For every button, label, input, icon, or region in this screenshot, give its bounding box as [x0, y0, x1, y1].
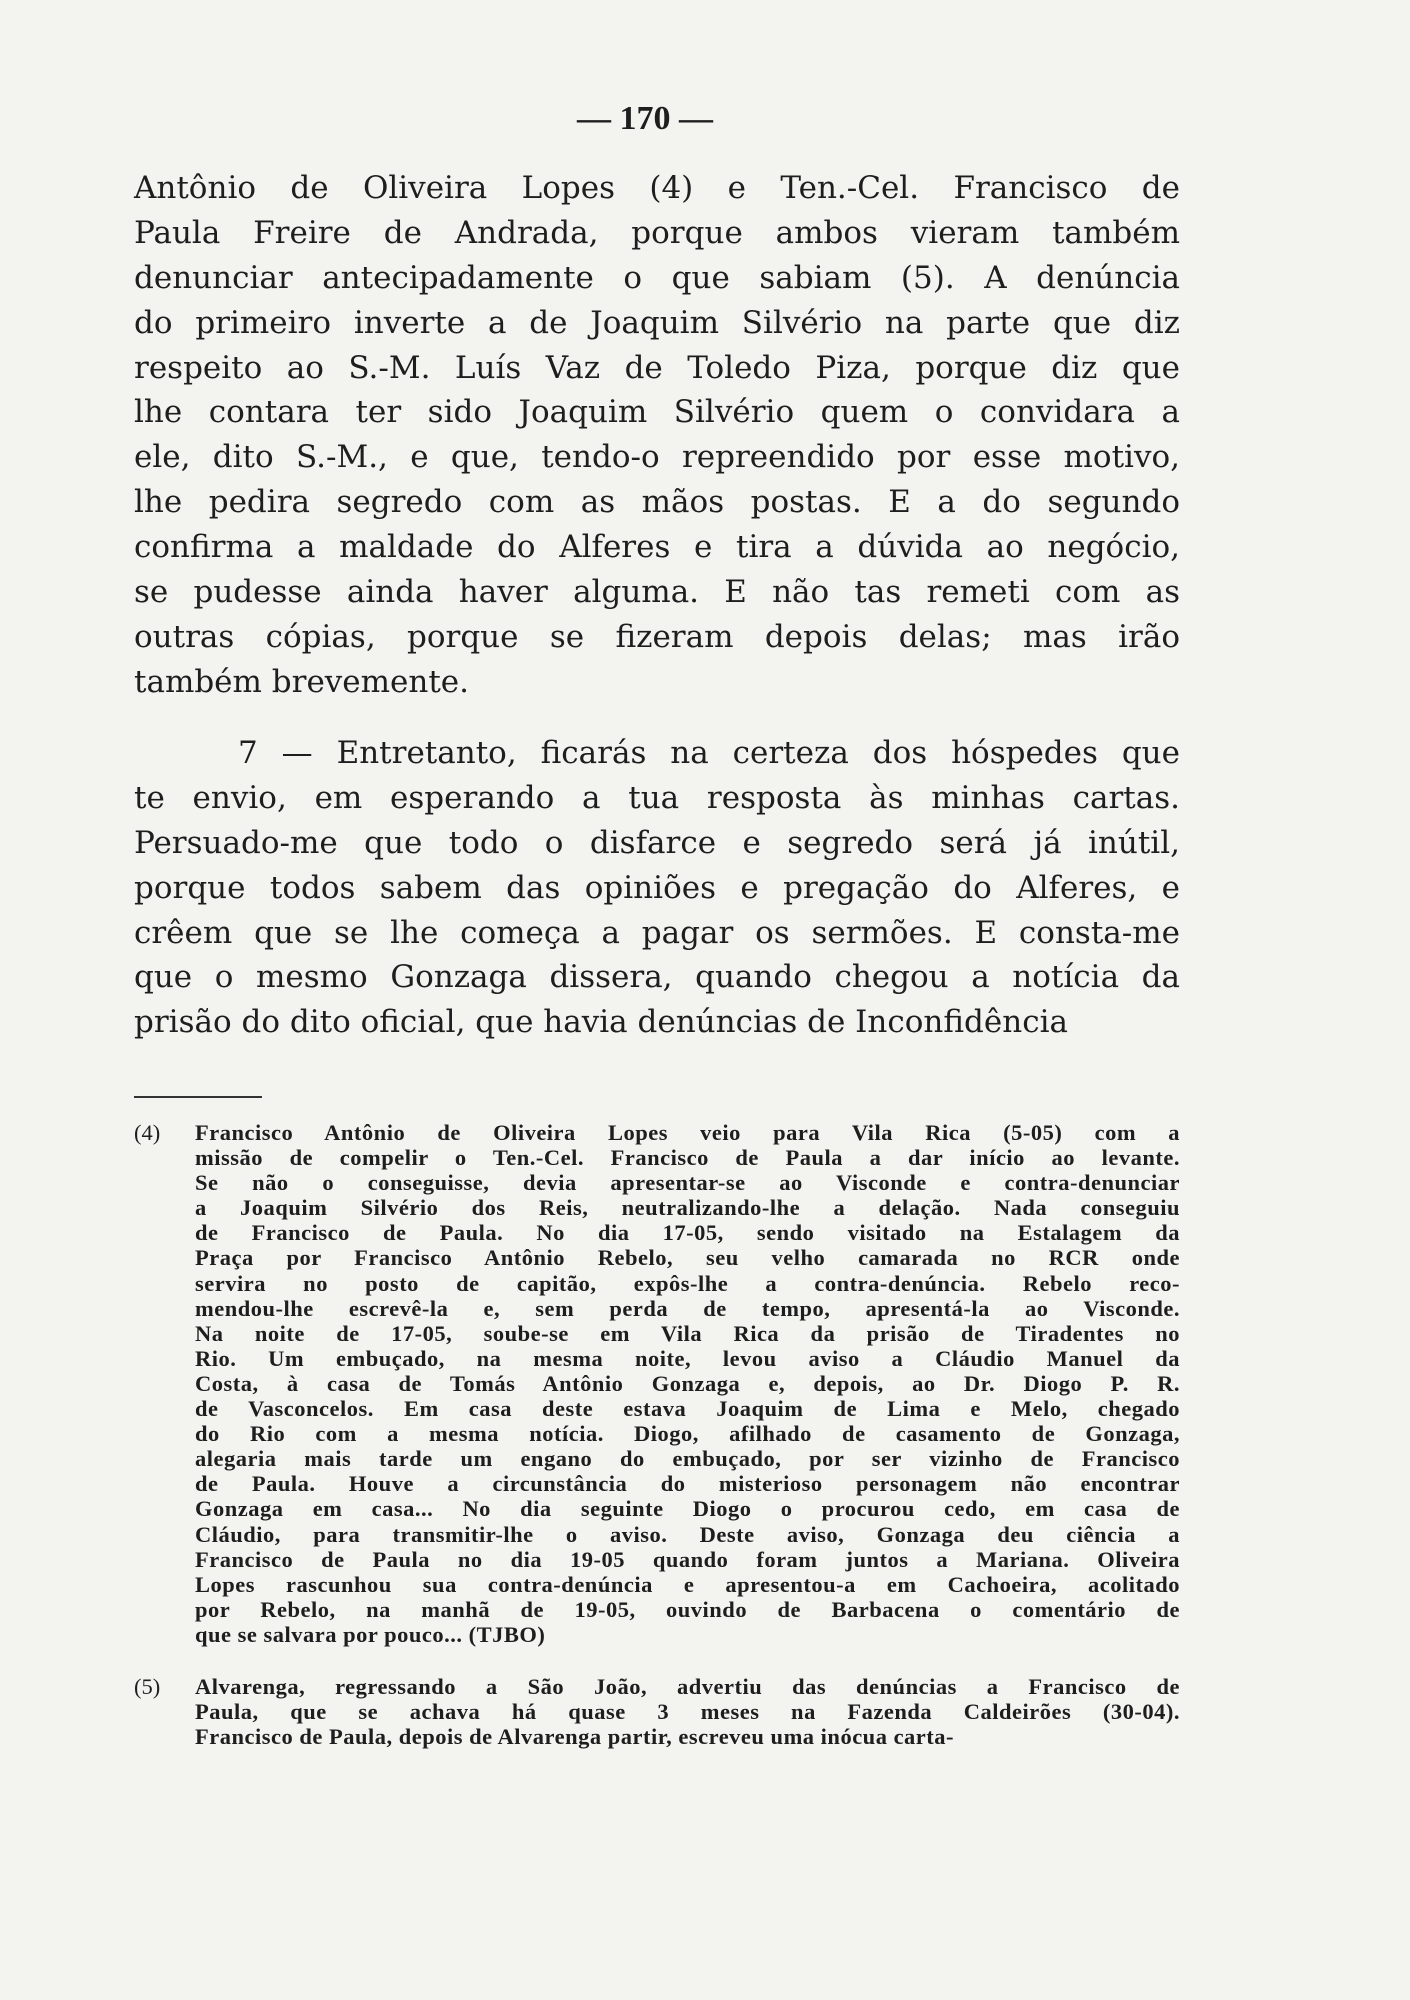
footnote-line: Lopes rascunhou sua contra-denúncia e apresentou-a em Cachoeira, acolitado — [195, 1571, 1180, 1597]
text-line: lhe contara ter sido Joaquim Silvério quem o convidara a — [134, 394, 1180, 431]
text-line: respeito ao S.-M. Luís Vaz de Toledo Piza, porque diz que — [134, 349, 1180, 386]
text-line: 7 — Entretanto, ficarás na certeza dos hóspedes que — [238, 735, 1180, 771]
text-line: crêem que se lhe começa a pagar os sermões. E consta-me — [134, 914, 1180, 951]
footnote-line: de Paula. Houve a circunstância do misterioso personagem não encontrar — [195, 1471, 1180, 1497]
footnote-line: a Joaquim Silvério dos Reis, neutralizando-lhe a delação. Nada conseguiu — [195, 1195, 1180, 1221]
text-line: que o mesmo Gonzaga dissera, quando chegou a notícia da — [134, 959, 1180, 996]
footnote-separator — [134, 1096, 262, 1098]
text-line: também brevemente. — [134, 663, 470, 700]
text-line: lhe pedira segredo com as mãos postas. E a do segundo — [134, 484, 1180, 521]
text-line: porque todos sabem das opiniões e pregação do Alferes, e — [134, 869, 1180, 906]
footnote-line: de Vasconcelos. Em casa deste estava Joaquim de Lima e Melo, chegado — [195, 1396, 1180, 1422]
paragraph-1 — [134, 166, 1180, 705]
footnote-line: Na noite de 17-05, soube-se em Vila Rica da prisão de Tiradentes no — [195, 1320, 1180, 1346]
text-line: denunciar antecipadamente o que sabiam (5). A denúncia — [134, 259, 1180, 296]
text-line: te envio, em esperando a tua resposta às minhas cartas. — [134, 779, 1180, 816]
footnote-line: que se salvara por pouco... (TJBO) — [195, 1621, 546, 1647]
text-line: outras cópias, porque se fizeram depois delas; mas irão — [134, 618, 1180, 655]
footnote-line: Praça por Francisco Antônio Rebelo, seu velho camarada no RCR onde — [195, 1245, 1180, 1271]
footnote-marker: (5) — [134, 1674, 161, 1699]
text-line: Paula Freire de Andrada, porque ambos vieram também — [134, 214, 1180, 251]
text-line: Antônio de Oliveira Lopes (4) e Ten.-Cel. Francisco de — [134, 170, 1180, 206]
footnote-line: de Francisco de Paula. No dia 17-05, sendo visitado na Estalagem da — [195, 1220, 1180, 1246]
footnote-line: Cláudio, para transmitir-lhe o aviso. Deste aviso, Gonzaga deu ciência a — [195, 1521, 1180, 1547]
footnote-line: do Rio com a mesma notícia. Diogo, afilhado de casamento de Gonzaga, — [195, 1421, 1180, 1447]
footnote-line: Rio. Um embuçado, na mesma noite, levou aviso a Cláudio Manuel da — [195, 1345, 1180, 1371]
text-line: prisão do dito oficial, que havia denúncias de Inconfidência — [134, 1004, 1068, 1041]
text-line: confirma a maldade do Alferes e tira a dúvida ao negócio, — [134, 529, 1180, 566]
footnote-4 — [134, 1120, 1180, 1647]
footnote-marker: (4) — [134, 1120, 161, 1145]
footnote-line: Alvarenga, regressando a São João, advertiu das denúncias a Francisco de — [195, 1674, 1180, 1699]
text-line: ele, dito S.-M., e que, tendo-o repreendido por esse motivo, — [134, 439, 1180, 476]
footnote-line: mendou-lhe escrevê-la e, sem perda de tempo, apresentá-la ao Visconde. — [195, 1295, 1180, 1321]
footnote-line: Se não o conseguisse, devia apresentar-se ao Visconde e contra-denunciar — [195, 1170, 1180, 1196]
footnote-line: por Rebelo, na manhã de 19-05, ouvindo de Barbacena o comentário de — [195, 1596, 1180, 1622]
footnote-line: servira no posto de capitão, expôs-lhe a contra-denúncia. Rebelo reco- — [195, 1270, 1180, 1296]
footnote-line: Costa, à casa de Tomás Antônio Gonzaga e, depois, ao Dr. Diogo P. R. — [195, 1370, 1180, 1396]
paragraph-2 — [134, 731, 1180, 1045]
text-line: do primeiro inverte a de Joaquim Silvério na parte que diz — [134, 304, 1180, 341]
text-line: se pudesse ainda haver alguma. E não tas remeti com as — [134, 574, 1180, 611]
footnote-line: Francisco Antônio de Oliveira Lopes veio para Vila Rica (5-05) com a — [195, 1120, 1180, 1145]
footnote-line: Francisco de Paula, depois de Alvarenga partir, escreveu uma inócua carta- — [195, 1724, 955, 1750]
footnote-5 — [134, 1674, 1180, 1749]
footnote-line: alegaria mais tarde um engano do embuçado, por ser vizinho de Francisco — [195, 1446, 1180, 1472]
footnote-line: missão de compelir o Ten.-Cel. Francisco de Paula a dar início ao levante. — [195, 1145, 1180, 1171]
text-line: Persuado-me que todo o disfarce e segredo será já inútil, — [134, 824, 1180, 861]
page-number: — 170 — — [577, 100, 713, 137]
footnote-line: Gonzaga em casa... No dia seguinte Diogo o procurou cedo, em casa de — [195, 1496, 1180, 1522]
footnote-line: Paula, que se achava há quase 3 meses na Fazenda Caldeirões (30-04). — [195, 1699, 1180, 1725]
footnote-line: Francisco de Paula no dia 19-05 quando foram juntos a Mariana. Oliveira — [195, 1546, 1180, 1572]
